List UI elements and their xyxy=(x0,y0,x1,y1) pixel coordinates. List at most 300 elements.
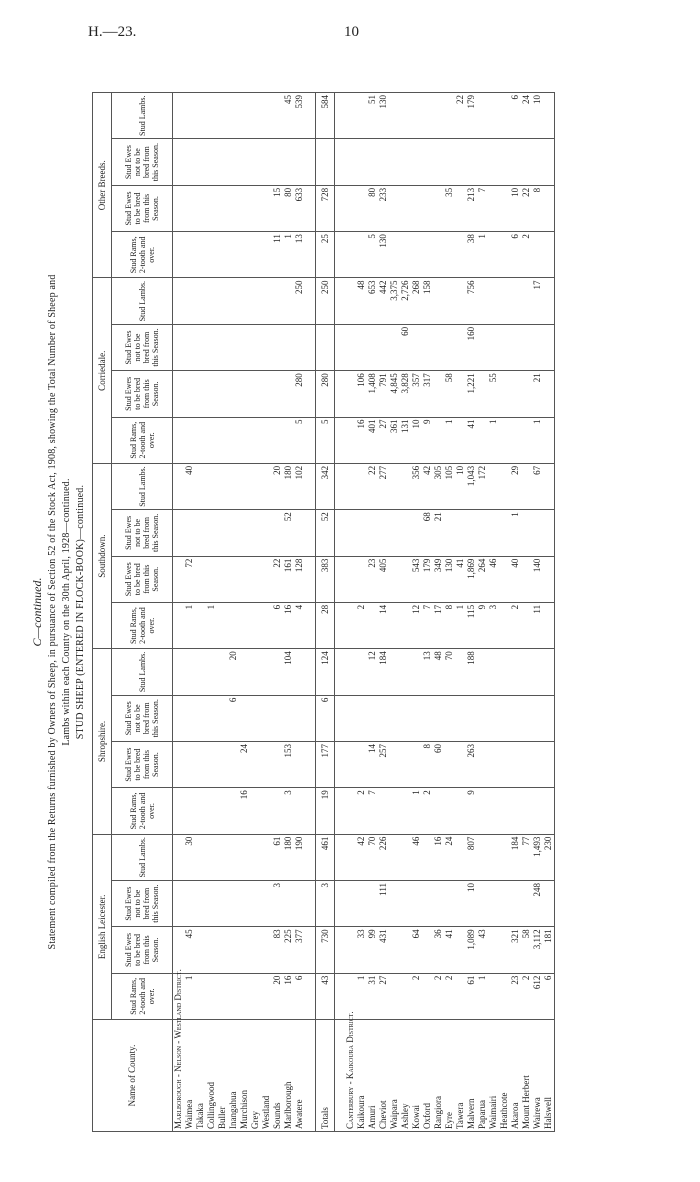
value-cell xyxy=(499,788,510,834)
value-cell xyxy=(422,93,433,139)
value-cell: 25 xyxy=(316,232,335,278)
value-cell: 2 xyxy=(411,973,422,1019)
empty-cell xyxy=(345,510,356,556)
value-cell: 58 xyxy=(521,927,532,973)
empty-cell xyxy=(345,788,356,834)
value-cell: 70 xyxy=(444,649,455,695)
empty-cell xyxy=(335,788,346,834)
value-cell: 22 xyxy=(455,93,466,139)
value-cell xyxy=(543,741,555,787)
value-cell: 357 xyxy=(411,371,422,417)
value-cell: 1,493 xyxy=(532,834,543,880)
value-cell xyxy=(250,278,261,324)
value-cell xyxy=(367,324,378,370)
empty-cell xyxy=(173,371,185,417)
value-cell xyxy=(389,741,400,787)
county-name: Wairewa xyxy=(532,1020,543,1132)
value-cell xyxy=(184,510,195,556)
value-cell: 22 xyxy=(521,185,532,231)
county-row xyxy=(521,93,532,1132)
value-cell xyxy=(499,649,510,695)
value-cell xyxy=(455,510,466,556)
value-cell xyxy=(283,880,294,926)
value-cell: 280 xyxy=(316,371,335,417)
empty-cell xyxy=(173,93,185,139)
empty-cell xyxy=(345,139,356,185)
value-cell xyxy=(433,695,444,741)
county-row xyxy=(532,93,543,1132)
value-cell xyxy=(261,741,272,787)
county-row xyxy=(272,93,283,1132)
value-cell: 6 xyxy=(316,695,335,741)
value-cell: 115 xyxy=(466,602,477,648)
value-cell xyxy=(195,741,206,787)
value-cell xyxy=(217,834,228,880)
value-cell: 67 xyxy=(532,463,543,509)
value-cell xyxy=(250,741,261,787)
value-cell: 10 xyxy=(510,185,521,231)
value-cell: 68 xyxy=(422,510,433,556)
empty-cell xyxy=(345,834,356,880)
subheader-stud-ewes-not-bred: Stud Ewes not to be bred from this Season. xyxy=(112,510,173,556)
value-cell xyxy=(217,371,228,417)
county-name: Ashley xyxy=(400,1020,411,1132)
value-cell: 61 xyxy=(466,973,477,1019)
value-cell xyxy=(239,973,250,1019)
empty-cell xyxy=(173,927,185,973)
empty-cell xyxy=(345,556,356,602)
county-name: Tawera xyxy=(455,1020,466,1132)
value-cell xyxy=(488,788,499,834)
value-cell: 230 xyxy=(543,834,555,880)
value-cell: 35 xyxy=(444,185,455,231)
value-cell xyxy=(250,788,261,834)
value-cell xyxy=(389,324,400,370)
value-cell: 5 xyxy=(316,417,335,463)
value-cell: 2 xyxy=(356,788,367,834)
value-cell xyxy=(488,741,499,787)
value-cell: 177 xyxy=(316,741,335,787)
value-cell xyxy=(250,93,261,139)
value-cell: 124 xyxy=(316,649,335,695)
empty-cell xyxy=(305,139,316,185)
county-row xyxy=(261,93,272,1132)
value-cell xyxy=(206,139,217,185)
value-cell: 442 xyxy=(378,278,389,324)
value-cell xyxy=(400,880,411,926)
value-cell: 43 xyxy=(477,927,488,973)
value-cell: 1 xyxy=(411,788,422,834)
value-cell xyxy=(389,463,400,509)
empty-cell xyxy=(345,371,356,417)
value-cell: 730 xyxy=(316,927,335,973)
county-name: Inangahua xyxy=(228,1020,239,1132)
value-cell: 72 xyxy=(184,556,195,602)
value-cell xyxy=(239,185,250,231)
value-cell: 41 xyxy=(455,556,466,602)
value-cell xyxy=(521,741,532,787)
value-cell xyxy=(228,324,239,370)
value-cell xyxy=(217,232,228,278)
value-cell xyxy=(455,417,466,463)
value-cell: 158 xyxy=(422,278,433,324)
value-cell xyxy=(411,510,422,556)
value-cell xyxy=(466,139,477,185)
value-cell: 46 xyxy=(411,834,422,880)
value-cell xyxy=(250,973,261,1019)
value-cell xyxy=(477,788,488,834)
value-cell xyxy=(195,232,206,278)
value-cell xyxy=(261,185,272,231)
value-cell xyxy=(422,139,433,185)
value-cell xyxy=(228,278,239,324)
value-cell xyxy=(356,93,367,139)
empty-cell xyxy=(305,880,316,926)
value-cell xyxy=(543,185,555,231)
value-cell xyxy=(239,510,250,556)
value-cell xyxy=(217,973,228,1019)
value-cell xyxy=(477,510,488,556)
value-cell xyxy=(206,185,217,231)
value-cell: 41 xyxy=(444,927,455,973)
value-cell xyxy=(195,463,206,509)
value-cell xyxy=(433,139,444,185)
value-cell xyxy=(499,417,510,463)
value-cell xyxy=(510,371,521,417)
value-cell: 3,828 xyxy=(400,371,411,417)
subheader-stud-rams: Stud Rams, 2-tooth and over. xyxy=(112,788,173,834)
value-cell xyxy=(477,880,488,926)
empty-cell xyxy=(345,278,356,324)
value-cell xyxy=(422,834,433,880)
value-cell: 20 xyxy=(228,649,239,695)
value-cell xyxy=(217,556,228,602)
value-cell: 31 xyxy=(367,973,378,1019)
empty-cell xyxy=(305,602,316,648)
empty-cell xyxy=(305,232,316,278)
value-cell xyxy=(294,741,305,787)
value-cell xyxy=(477,417,488,463)
value-cell: 130 xyxy=(378,93,389,139)
value-cell xyxy=(444,232,455,278)
empty-cell xyxy=(345,741,356,787)
value-cell: 250 xyxy=(316,278,335,324)
value-cell xyxy=(433,324,444,370)
value-cell xyxy=(184,139,195,185)
value-cell: 383 xyxy=(316,556,335,602)
value-cell xyxy=(499,510,510,556)
value-cell xyxy=(250,649,261,695)
value-cell: 8 xyxy=(422,741,433,787)
value-cell xyxy=(206,93,217,139)
value-cell xyxy=(532,510,543,556)
empty-cell xyxy=(173,649,185,695)
value-cell xyxy=(543,371,555,417)
value-cell xyxy=(389,695,400,741)
value-cell: 83 xyxy=(272,927,283,973)
group-header-shropshire: Shropshire. xyxy=(93,649,112,834)
value-cell: 24 xyxy=(239,741,250,787)
subheader-stud-rams: Stud Rams, 2-tooth and over. xyxy=(112,973,173,1019)
value-cell xyxy=(228,741,239,787)
value-cell xyxy=(444,741,455,787)
value-cell xyxy=(444,139,455,185)
value-cell xyxy=(239,927,250,973)
value-cell xyxy=(261,880,272,926)
continued-caption: C—continued. xyxy=(30,577,44,647)
empty-cell xyxy=(335,880,346,926)
value-cell: 77 xyxy=(521,834,532,880)
value-cell xyxy=(217,93,228,139)
county-row xyxy=(228,93,239,1132)
value-cell xyxy=(477,93,488,139)
value-cell: 6 xyxy=(228,695,239,741)
value-cell: 1 xyxy=(510,510,521,556)
value-cell xyxy=(488,463,499,509)
value-cell xyxy=(532,649,543,695)
empty-cell xyxy=(345,649,356,695)
value-cell xyxy=(184,93,195,139)
value-cell xyxy=(543,602,555,648)
value-cell xyxy=(532,139,543,185)
value-cell xyxy=(239,463,250,509)
value-cell xyxy=(455,788,466,834)
value-cell: 19 xyxy=(316,788,335,834)
value-cell xyxy=(206,741,217,787)
value-cell: 80 xyxy=(367,185,378,231)
value-cell: 51 xyxy=(367,93,378,139)
empty-cell xyxy=(335,324,346,370)
value-cell xyxy=(499,185,510,231)
value-cell xyxy=(400,973,411,1019)
county-row xyxy=(466,93,477,1132)
value-cell: 70 xyxy=(367,834,378,880)
value-cell: 27 xyxy=(378,973,389,1019)
county-row xyxy=(239,93,250,1132)
value-cell xyxy=(239,371,250,417)
value-cell: 179 xyxy=(466,93,477,139)
value-cell: 180 xyxy=(283,463,294,509)
value-cell xyxy=(378,695,389,741)
value-cell xyxy=(356,556,367,602)
empty-cell xyxy=(345,463,356,509)
value-cell: 280 xyxy=(294,371,305,417)
value-cell xyxy=(206,927,217,973)
value-cell: 257 xyxy=(378,741,389,787)
empty-cell xyxy=(335,741,346,787)
value-cell xyxy=(389,834,400,880)
county-name: Paparua xyxy=(477,1020,488,1132)
value-cell: 584 xyxy=(316,93,335,139)
value-cell xyxy=(521,139,532,185)
value-cell xyxy=(521,649,532,695)
value-cell xyxy=(543,510,555,556)
value-cell xyxy=(422,232,433,278)
value-cell xyxy=(283,324,294,370)
value-cell: 6 xyxy=(510,232,521,278)
value-cell: 2 xyxy=(433,973,444,1019)
value-cell xyxy=(499,602,510,648)
value-cell xyxy=(543,556,555,602)
county-row xyxy=(283,93,294,1132)
value-cell xyxy=(543,139,555,185)
value-cell: 1 xyxy=(283,232,294,278)
value-cell: 33 xyxy=(356,927,367,973)
value-cell: 791 xyxy=(378,371,389,417)
value-cell xyxy=(272,788,283,834)
value-cell xyxy=(250,139,261,185)
value-cell: 52 xyxy=(316,510,335,556)
value-cell: 153 xyxy=(283,741,294,787)
value-cell xyxy=(206,788,217,834)
empty-cell xyxy=(335,417,346,463)
value-cell xyxy=(499,371,510,417)
value-cell xyxy=(444,93,455,139)
empty-cell xyxy=(345,185,356,231)
county-name: Mount Herbert xyxy=(521,1020,532,1132)
value-cell: 3 xyxy=(316,880,335,926)
value-cell xyxy=(184,417,195,463)
value-cell: 24 xyxy=(521,93,532,139)
empty-cell xyxy=(305,695,316,741)
value-cell xyxy=(400,232,411,278)
value-cell: 21 xyxy=(433,510,444,556)
value-cell: 184 xyxy=(378,649,389,695)
value-cell: 349 xyxy=(433,556,444,602)
value-cell: 105 xyxy=(444,463,455,509)
value-cell xyxy=(294,510,305,556)
value-cell xyxy=(477,139,488,185)
value-cell: 16 xyxy=(283,602,294,648)
value-cell xyxy=(488,185,499,231)
value-cell xyxy=(455,741,466,787)
value-cell xyxy=(250,417,261,463)
value-cell: 633 xyxy=(294,185,305,231)
subheader-stud-ewes-not-bred: Stud Ewes not to be bred from this Season. xyxy=(112,695,173,741)
empty-cell xyxy=(305,371,316,417)
county-name: Oxford xyxy=(422,1020,433,1132)
value-cell xyxy=(217,417,228,463)
value-cell xyxy=(367,602,378,648)
empty-cell xyxy=(335,463,346,509)
value-cell: 2 xyxy=(444,973,455,1019)
value-cell: 7 xyxy=(477,185,488,231)
value-cell xyxy=(455,371,466,417)
value-cell: 2 xyxy=(510,602,521,648)
value-cell xyxy=(422,185,433,231)
value-cell: 1 xyxy=(206,602,217,648)
value-cell xyxy=(477,371,488,417)
value-cell xyxy=(294,788,305,834)
value-cell xyxy=(356,463,367,509)
value-cell: 11 xyxy=(272,232,283,278)
value-cell: 160 xyxy=(466,324,477,370)
value-cell xyxy=(521,463,532,509)
value-cell xyxy=(356,510,367,556)
value-cell: 12 xyxy=(411,602,422,648)
value-cell xyxy=(272,324,283,370)
value-cell xyxy=(261,649,272,695)
value-cell xyxy=(283,278,294,324)
value-cell xyxy=(543,649,555,695)
value-cell xyxy=(488,510,499,556)
value-cell xyxy=(389,556,400,602)
value-cell xyxy=(228,834,239,880)
value-cell xyxy=(455,324,466,370)
value-cell xyxy=(400,602,411,648)
empty-cell xyxy=(345,232,356,278)
value-cell xyxy=(356,232,367,278)
value-cell xyxy=(272,741,283,787)
value-cell xyxy=(455,973,466,1019)
value-cell xyxy=(477,695,488,741)
county-name: Marlborough xyxy=(283,1020,294,1132)
value-cell: 1 xyxy=(444,417,455,463)
value-cell xyxy=(488,232,499,278)
value-cell xyxy=(499,880,510,926)
value-cell: 10 xyxy=(455,463,466,509)
value-cell: 130 xyxy=(378,232,389,278)
county-row xyxy=(433,93,444,1132)
empty-cell xyxy=(345,93,356,139)
value-cell xyxy=(477,278,488,324)
value-cell: 10 xyxy=(532,93,543,139)
value-cell: 6 xyxy=(510,93,521,139)
value-cell xyxy=(389,232,400,278)
value-cell xyxy=(195,139,206,185)
value-cell xyxy=(488,927,499,973)
value-cell xyxy=(294,880,305,926)
value-cell xyxy=(250,834,261,880)
value-cell xyxy=(477,741,488,787)
value-cell xyxy=(400,510,411,556)
county-name: Kaikoura xyxy=(356,1020,367,1132)
value-cell xyxy=(532,232,543,278)
value-cell: 130 xyxy=(444,556,455,602)
value-cell xyxy=(239,649,250,695)
value-cell xyxy=(206,880,217,926)
county-name: Westland xyxy=(261,1020,272,1132)
value-cell xyxy=(543,232,555,278)
value-cell: 180 xyxy=(283,834,294,880)
empty-cell xyxy=(335,649,346,695)
empty-cell xyxy=(173,834,185,880)
empty-cell xyxy=(335,93,346,139)
value-cell: 2 xyxy=(521,973,532,1019)
empty-cell xyxy=(335,973,346,1019)
county-name: Sounds xyxy=(272,1020,283,1132)
value-cell xyxy=(400,649,411,695)
value-cell xyxy=(510,880,521,926)
value-cell: 30 xyxy=(184,834,195,880)
value-cell xyxy=(228,880,239,926)
value-cell xyxy=(411,649,422,695)
value-cell xyxy=(532,695,543,741)
empty-cell xyxy=(305,973,316,1019)
value-cell xyxy=(206,834,217,880)
empty-cell xyxy=(173,463,185,509)
value-cell xyxy=(228,927,239,973)
subheader-stud-ewes-bred: Stud Ewes to be bred from this Season. xyxy=(112,185,173,231)
county-name: Cheviot xyxy=(378,1020,389,1132)
value-cell xyxy=(543,93,555,139)
value-cell: 13 xyxy=(422,649,433,695)
empty-cell xyxy=(335,371,346,417)
value-cell xyxy=(195,278,206,324)
value-cell: 226 xyxy=(378,834,389,880)
value-cell xyxy=(272,278,283,324)
county-row xyxy=(294,93,305,1132)
